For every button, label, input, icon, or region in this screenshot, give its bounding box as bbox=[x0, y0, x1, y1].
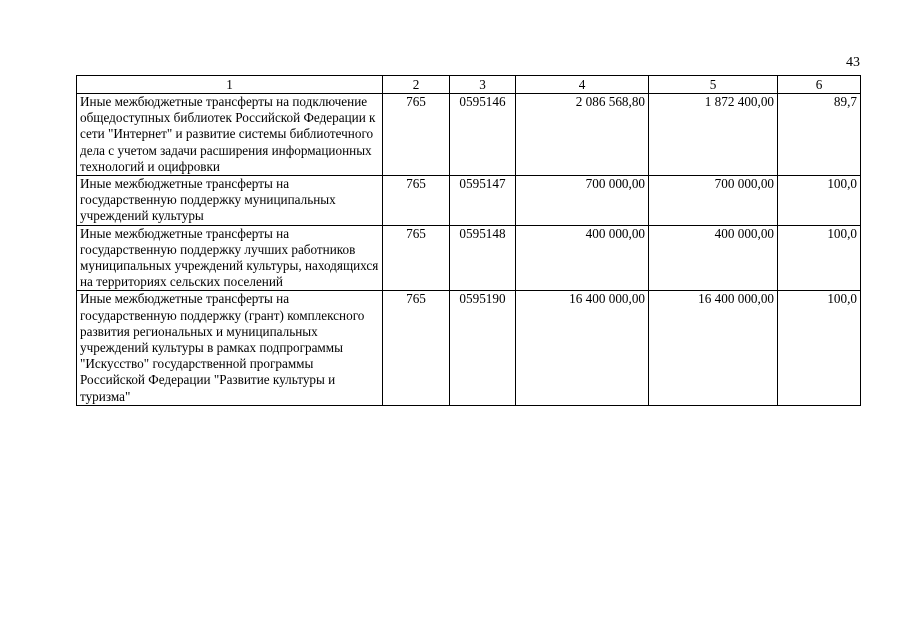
header-col-3: 3 bbox=[450, 76, 516, 94]
row-description: Иные межбюджетные трансферты на подключение общедоступных библиотек Российской Федерации к сети "Интернет" и развитие системы библиотечного дела с учетом задачи расширения информационных технологий и оцифровки bbox=[77, 94, 383, 176]
table-row bbox=[77, 176, 861, 226]
row-code: 765 bbox=[383, 94, 450, 176]
row-description: Иные межбюджетные трансферты на государственную поддержку лучших работников муниципальных учреждений культуры, находящихся на территориях сельских поселений bbox=[77, 225, 383, 291]
row-col6-percent: 100,0 bbox=[778, 176, 861, 226]
header-col-4: 4 bbox=[516, 76, 649, 94]
row-subcode: 0595146 bbox=[450, 94, 516, 176]
row-col6-percent: 100,0 bbox=[778, 225, 861, 291]
row-subcode: 0595148 bbox=[450, 225, 516, 291]
table-row bbox=[77, 291, 861, 405]
row-description: Иные межбюджетные трансферты на государственную поддержку (грант) комплексного развития региональных и муниципальных учреждений культуры в рамках подпрограммы "Искусство" государственной программы Российской Федерации "Развитие культуры и туризма" bbox=[77, 291, 383, 405]
row-col5-amount: 400 000,00 bbox=[649, 225, 778, 291]
row-col5-amount: 1 872 400,00 bbox=[649, 94, 778, 176]
page-number: 43 bbox=[846, 55, 860, 70]
row-code: 765 bbox=[383, 225, 450, 291]
row-col6-percent: 89,7 bbox=[778, 94, 861, 176]
table-row bbox=[77, 94, 861, 176]
row-col5-amount: 700 000,00 bbox=[649, 176, 778, 226]
row-col4-amount: 400 000,00 bbox=[516, 225, 649, 291]
header-row bbox=[77, 76, 861, 94]
row-subcode: 0595147 bbox=[450, 176, 516, 226]
header-col-6: 6 bbox=[778, 76, 861, 94]
header-col-1: 1 bbox=[77, 76, 383, 94]
row-col6-percent: 100,0 bbox=[778, 291, 861, 405]
row-col4-amount: 2 086 568,80 bbox=[516, 94, 649, 176]
header-col-5: 5 bbox=[649, 76, 778, 94]
table-body bbox=[77, 94, 861, 406]
row-col4-amount: 16 400 000,00 bbox=[516, 291, 649, 405]
row-subcode: 0595190 bbox=[450, 291, 516, 405]
row-col5-amount: 16 400 000,00 bbox=[649, 291, 778, 405]
header-col-2: 2 bbox=[383, 76, 450, 94]
row-col4-amount: 700 000,00 bbox=[516, 176, 649, 226]
table-header bbox=[77, 76, 861, 94]
row-code: 765 bbox=[383, 291, 450, 405]
row-code: 765 bbox=[383, 176, 450, 226]
budget-table bbox=[76, 75, 861, 406]
table-row bbox=[77, 225, 861, 291]
row-description: Иные межбюджетные трансферты на государственную поддержку муниципальных учреждений культуры bbox=[77, 176, 383, 226]
